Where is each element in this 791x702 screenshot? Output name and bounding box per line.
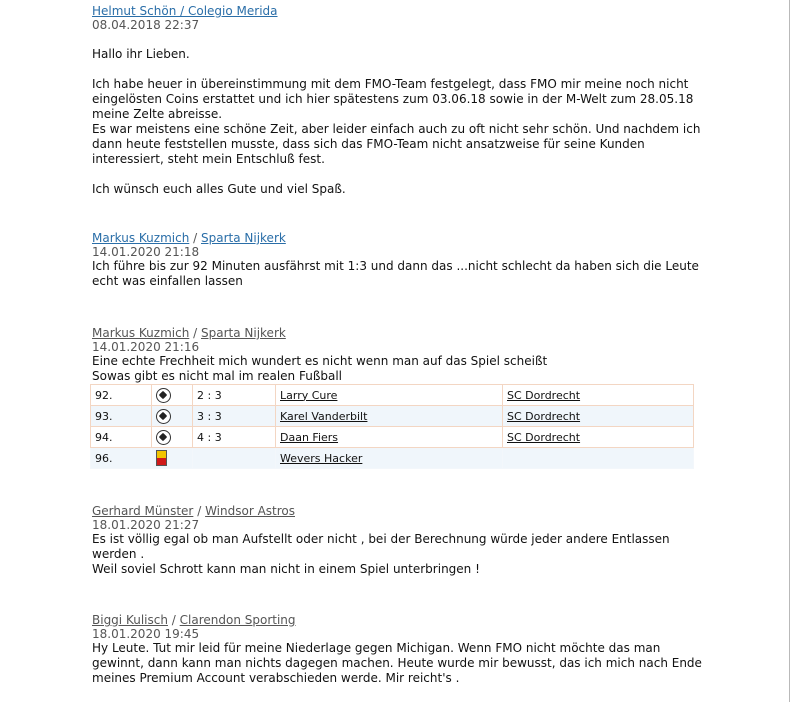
comment-post (92, 326, 702, 469)
comment-date: 18.01.2020 21:27 (92, 518, 200, 532)
club-link[interactable]: Clarendon Sporting (179, 613, 296, 627)
event-icon-cell (152, 448, 193, 469)
table-row (91, 385, 694, 406)
author-club-separator: / (197, 504, 202, 518)
table-row (91, 448, 694, 469)
table-row (91, 406, 694, 427)
comment-post (92, 504, 702, 577)
author-link[interactable]: Gerhard Münster (92, 504, 194, 518)
club-link[interactable]: Sparta Nijkerk (201, 326, 286, 340)
soccer-ball-icon (156, 409, 171, 424)
author-link[interactable]: Biggi Kulisch (92, 613, 168, 627)
comment-date: 14.01.2020 21:18 (92, 245, 200, 259)
comment-date: 08.04.2018 22:37 (92, 18, 200, 32)
player-link[interactable]: Larry Cure (280, 388, 338, 402)
comment-line: Ich habe heuer in übereinstimmung mit dem FMO-Team festgelegt, dass FMO mir meine noch nicht eingelösten Coins erstattet und ich hier spätestens zum 03.06.18 sowie in der M-Welt zum 28.05.18 meine Zelte abreisse. (92, 77, 694, 121)
comment-post (92, 613, 702, 686)
event-icon-cell (152, 406, 193, 427)
soccer-ball-icon (156, 388, 171, 403)
event-minute: 96. (91, 448, 152, 469)
author-club-separator: / (193, 231, 198, 245)
team-link[interactable]: SC Dordrecht (507, 388, 581, 402)
comment-line: Weil soviel Schrott kann man nicht in einem Spiel unterbringen ! (92, 562, 480, 576)
player-link[interactable]: Daan Fiers (280, 430, 339, 444)
comment-header (92, 231, 702, 246)
author-club-separator: / (193, 326, 198, 340)
author-club-link[interactable]: Helmut Schön / Colegio Merida (92, 4, 278, 18)
comment-body (92, 354, 702, 384)
author-link[interactable]: Markus Kuzmich (92, 231, 190, 245)
event-minute: 92. (91, 385, 152, 406)
team-link[interactable]: SC Dordrecht (507, 409, 581, 423)
author-link[interactable]: Markus Kuzmich (92, 326, 190, 340)
comment-post (92, 231, 702, 289)
club-link[interactable]: Sparta Nijkerk (201, 231, 286, 245)
event-score: 2 : 3 (193, 385, 276, 406)
player-link[interactable]: Wevers Hacker (280, 451, 363, 465)
yellow-red-card-icon (156, 450, 167, 466)
club-link[interactable]: Windsor Astros (205, 504, 295, 518)
comment-body (92, 532, 702, 577)
event-minute: 93. (91, 406, 152, 427)
comment-line: Eine echte Frechheit mich wundert es nicht wenn man auf das Spiel scheißt (92, 354, 548, 368)
event-icon-cell (152, 385, 193, 406)
comment-line: Es ist völlig egal ob man Aufstellt oder nicht , bei der Berechnung würde jeder andere Entlassen werden . (92, 532, 670, 561)
author-club-separator: / (171, 613, 176, 627)
event-score: 3 : 3 (193, 406, 276, 427)
comment-header (92, 504, 702, 519)
comment-header (92, 613, 702, 628)
comment-header (92, 326, 702, 341)
match-events-table (90, 384, 694, 469)
comment-date: 14.01.2020 21:16 (92, 340, 200, 354)
comment-line: Hallo ihr Lieben. (92, 47, 190, 61)
event-score (193, 448, 276, 469)
team-link[interactable]: SC Dordrecht (507, 430, 581, 444)
comment-header (92, 4, 702, 19)
comment-body (92, 47, 702, 197)
comment-line: Sowas gibt es nicht mal im realen Fußball (92, 369, 343, 383)
player-link[interactable]: Karel Vanderbilt (280, 409, 368, 423)
event-score: 4 : 3 (193, 427, 276, 448)
table-row (91, 427, 694, 448)
event-minute: 94. (91, 427, 152, 448)
comment-date: 18.01.2020 19:45 (92, 627, 200, 641)
comment-body: Ich führe bis zur 92 Minuten ausfährst mit 1:3 und dann das ...nicht schlecht da haben sich die Leute echt was einfallen lassen (92, 259, 699, 288)
comment-line: Ich wünsch euch alles Gute und viel Spaß. (92, 182, 346, 196)
team-link (503, 448, 694, 469)
comment-post (92, 4, 702, 197)
comment-line: Es war meistens eine schöne Zeit, aber leider einfach auch zu oft nicht sehr schön. Und nachdem ich dann heute feststellen musste, dass sich das FMO-Team nicht ansatzweise für seine Kunden interessiert, steht mein Entschluß fest. (92, 122, 701, 166)
comment-body: Hy Leute. Tut mir leid für meine Niederlage gegen Michigan. Wenn FMO nicht möchte das man gewinnt, dann kann man nichts dagegen machen. Heute wurde mir bewusst, das ich mich nach Ende meines Premium Account verabschieden werde. Mir reicht's . (92, 641, 702, 685)
event-icon-cell (152, 427, 193, 448)
soccer-ball-icon (156, 430, 171, 445)
